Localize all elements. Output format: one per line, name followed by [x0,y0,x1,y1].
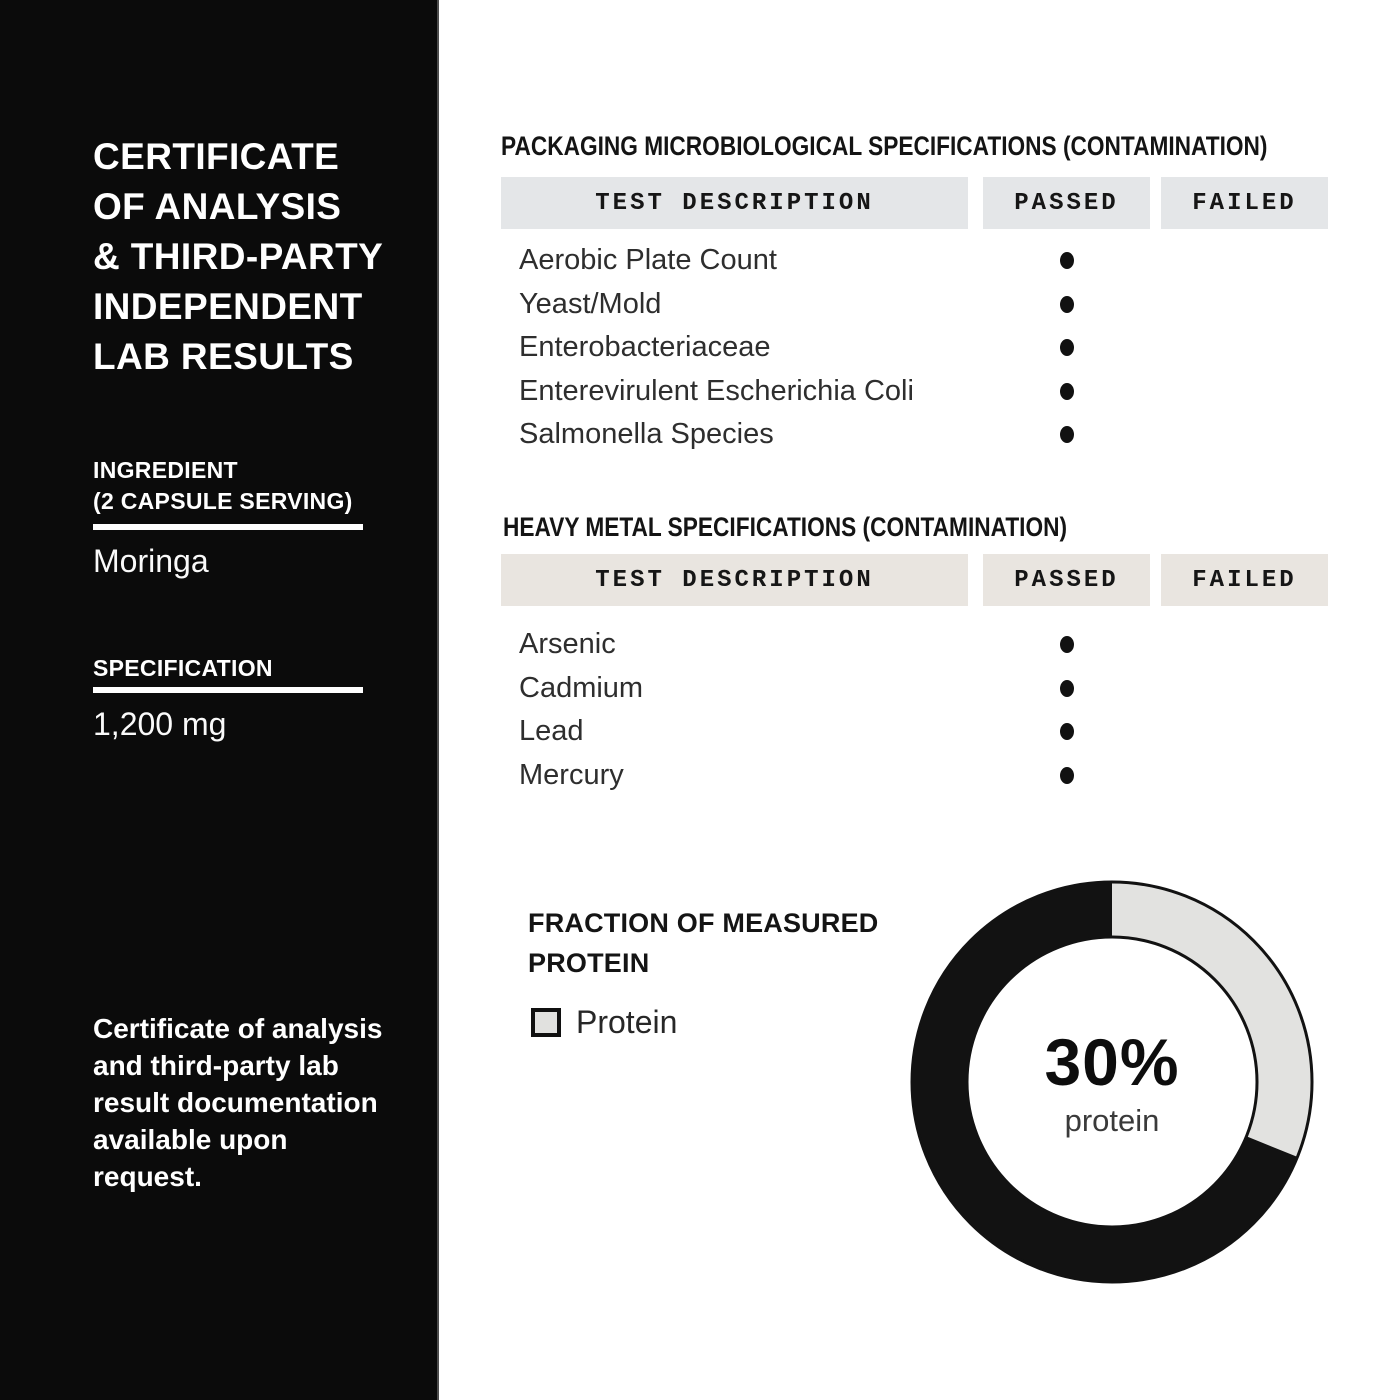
failed-cell [1161,296,1328,313]
micro-table-rows [501,239,1331,457]
legend-label-protein: Protein [576,1004,678,1040]
passed-dot [1060,383,1074,400]
passed-dot [1060,723,1074,740]
table-row [501,754,1331,798]
table-row [501,667,1331,711]
specification-divider [93,687,363,693]
heavy-column-header-passed: PASSED [983,554,1150,606]
donut-center-label [902,1025,1322,1139]
passed-cell [983,636,1150,653]
test-description: Cadmium [519,671,644,704]
ingredient-label-line1: INGREDIENT [93,457,238,483]
protein-donut-chart [902,872,1322,1292]
protein-heading-line1: FRACTION OF MEASURED [528,908,879,938]
passed-cell [983,252,1150,269]
heavy-column-header-failed: FAILED [1161,554,1328,606]
failed-cell [1161,767,1328,784]
failed-cell [1161,339,1328,356]
donut-percent-value: 30% [1044,1025,1180,1099]
certificate-title-line: INDEPENDENT [93,286,363,327]
legend-swatch-protein [531,1008,561,1037]
footnote-line: request. [93,1161,202,1192]
certificate-title-line: & THIRD-PARTY [93,236,384,277]
micro-column-header-passed: PASSED [983,177,1150,229]
specification-label: SPECIFICATION [93,655,273,681]
donut-percent-sublabel: protein [1064,1103,1160,1138]
failed-cell [1161,723,1328,740]
footnote-line: result documentation [93,1087,378,1118]
passed-cell [983,383,1150,400]
ingredient-value: Moringa [93,543,209,579]
test-description: Arsenic [519,628,616,661]
ingredient-label [93,455,353,517]
sidebar [0,0,439,1400]
test-description: Salmonella Species [519,418,774,451]
failed-cell [1161,426,1328,443]
failed-cell [1161,636,1328,653]
certificate-title-line: CERTIFICATE [93,136,340,177]
certificate-title [93,132,383,382]
failed-cell [1161,252,1328,269]
test-description: Lead [519,715,584,748]
ingredient-divider [93,524,363,530]
specification-value: 1,200 mg [93,706,227,742]
footnote-line: and third-party lab [93,1050,339,1081]
failed-cell [1161,383,1328,400]
micro-table-heading: PACKAGING MICROBIOLOGICAL SPECIFICATIONS (CONTAMINATION) [501,131,1268,161]
passed-dot [1060,767,1074,784]
passed-cell [983,723,1150,740]
passed-dot [1060,636,1074,653]
passed-dot [1060,252,1074,269]
micro-column-header-test-description: TEST DESCRIPTION [501,177,968,229]
certificate-title-line: OF ANALYSIS [93,186,342,227]
footnote-line: available upon [93,1124,288,1155]
protein-heading-line2: PROTEIN [528,948,650,978]
protein-legend [531,1004,677,1041]
test-description: Aerobic Plate Count [519,244,777,277]
heavy-table-rows [501,623,1331,797]
table-row [501,283,1331,327]
passed-dot [1060,426,1074,443]
availability-footnote [93,1010,382,1195]
protein-section-heading [528,903,879,983]
passed-cell [983,426,1150,443]
micro-column-header-failed: FAILED [1161,177,1328,229]
table-row [501,326,1331,370]
test-description: Yeast/Mold [519,287,662,320]
passed-cell [983,680,1150,697]
passed-dot [1060,296,1074,313]
passed-cell [983,339,1150,356]
failed-cell [1161,680,1328,697]
table-row [501,623,1331,667]
passed-dot [1060,680,1074,697]
table-row [501,710,1331,754]
test-description: Enterobacteriaceae [519,331,771,364]
test-description: Mercury [519,758,624,791]
heavy-column-header-test-description: TEST DESCRIPTION [501,554,968,606]
certificate-title-line: LAB RESULTS [93,336,354,377]
passed-cell [983,296,1150,313]
heavy-table-heading: HEAVY METAL SPECIFICATIONS (CONTAMINATION) [503,512,1068,542]
footnote-line: Certificate of analysis [93,1013,383,1044]
test-description: Enterevirulent Escherichia Coli [519,374,914,407]
passed-dot [1060,339,1074,356]
table-row [501,370,1331,414]
table-row [501,413,1331,457]
table-row [501,239,1331,283]
ingredient-label-line2: (2 CAPSULE SERVING) [93,488,353,514]
passed-cell [983,767,1150,784]
